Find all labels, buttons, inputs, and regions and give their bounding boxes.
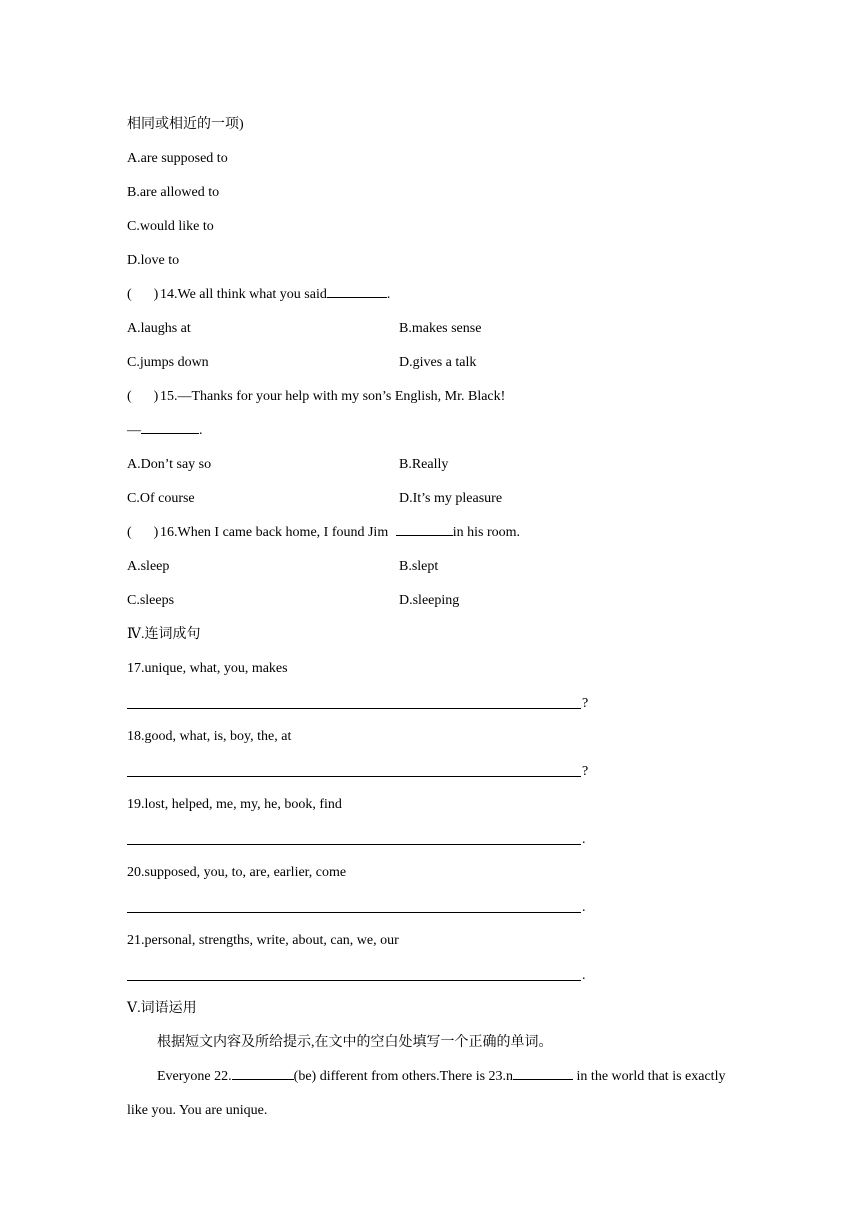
- q16-option-c: C.sleeps: [127, 593, 175, 608]
- passage-part-2: (be) different from others.There is 23.n: [293, 1069, 514, 1084]
- q13-option-b: B.are allowed to: [127, 185, 220, 200]
- q21-rule: [127, 980, 581, 981]
- q18-prompt: 18.good, what, is, boy, the, at: [127, 729, 292, 744]
- section-5-instruction: 根据短文内容及所给提示,在文中的空白处填写一个正确的单词。: [157, 1035, 553, 1050]
- q21-end: .: [582, 968, 586, 983]
- passage-paragraph: [127, 1060, 747, 1128]
- q14-options-row-2: [127, 346, 747, 380]
- q21-prompt: 21.personal, strengths, write, about, can, we, our: [127, 933, 399, 948]
- q14-blank[interactable]: [327, 283, 387, 298]
- q19-rule: [127, 844, 581, 845]
- q17-end: ?: [582, 696, 589, 711]
- q18-rule: [127, 776, 581, 777]
- q20-end: .: [582, 900, 586, 915]
- q15-reply: [127, 414, 747, 448]
- q17-answer-line[interactable]: [127, 686, 747, 720]
- q15-options-row-2: [127, 482, 747, 516]
- q16-options-row-2: [127, 584, 747, 618]
- section-4-title: Ⅳ.连词成句: [127, 627, 201, 642]
- q17-rule: [127, 708, 581, 709]
- q16-blank[interactable]: [396, 521, 453, 536]
- q20-prompt: 20.supposed, you, to, are, earlier, come: [127, 865, 347, 880]
- q15-blank[interactable]: [141, 419, 199, 434]
- q19-end: .: [582, 832, 586, 847]
- q14-answer-paren[interactable]: ( ): [127, 287, 159, 302]
- q15-reply-end: .: [199, 423, 203, 438]
- q15-option-b: B.Really: [399, 457, 449, 472]
- q15-option-a: A.Don’t say so: [127, 457, 212, 472]
- q19-prompt: 19.lost, helped, me, my, he, book, find: [127, 797, 342, 812]
- q16-stem: [127, 516, 747, 550]
- q18-end: ?: [582, 764, 589, 779]
- q13-stem-tail: 相同或相近的一项): [127, 117, 244, 132]
- q14-option-d: D.gives a talk: [399, 355, 477, 370]
- q20-rule: [127, 912, 581, 913]
- q15-options-row-1: [127, 448, 747, 482]
- q15-reply-dash: —: [127, 423, 141, 438]
- q20-answer-line[interactable]: [127, 890, 747, 924]
- q14-option-c: C.jumps down: [127, 355, 209, 370]
- q14-option-a: A.laughs at: [127, 321, 191, 336]
- q15-text: 15.—Thanks for your help with my son’s English, Mr. Black!: [160, 389, 506, 404]
- worksheet-page: [127, 108, 747, 1128]
- q15-option-c: C.Of course: [127, 491, 195, 506]
- q16-option-a: A.sleep: [127, 559, 170, 574]
- section-5-title: Ⅴ.词语运用: [127, 1001, 197, 1016]
- q22-blank[interactable]: [232, 1065, 294, 1080]
- q13-option-a: A.are supposed to: [127, 151, 228, 166]
- passage-part-1: Everyone 22.: [157, 1069, 232, 1084]
- q14-stem: [127, 278, 747, 312]
- q14-text: 14.We all think what you said: [160, 287, 327, 302]
- q13-option-c: C.would like to: [127, 219, 214, 234]
- q13-option-d: D.love to: [127, 253, 180, 268]
- q16-answer-paren[interactable]: ( ): [127, 525, 159, 540]
- q16-options-row-1: [127, 550, 747, 584]
- q15-option-d: D.It’s my pleasure: [399, 491, 503, 506]
- q19-answer-line[interactable]: [127, 822, 747, 856]
- q15-stem: [127, 380, 747, 414]
- q21-answer-line[interactable]: [127, 958, 747, 992]
- q16-option-b: B.slept: [399, 559, 439, 574]
- q14-options-row-1: [127, 312, 747, 346]
- q16-option-d: D.sleeping: [399, 593, 460, 608]
- q18-answer-line[interactable]: [127, 754, 747, 788]
- q14-end: .: [386, 287, 391, 302]
- q15-answer-paren[interactable]: ( ): [127, 389, 159, 404]
- passage-part-3: in the world that is exactly like you. You are unique.: [127, 1069, 726, 1118]
- q23-blank[interactable]: [513, 1065, 573, 1080]
- q16-text-before: 16.When I came back home, I found Jim: [160, 525, 392, 540]
- q14-option-b: B.makes sense: [399, 321, 482, 336]
- q17-prompt: 17.unique, what, you, makes: [127, 661, 288, 676]
- q16-text-after: in his room.: [452, 525, 520, 540]
